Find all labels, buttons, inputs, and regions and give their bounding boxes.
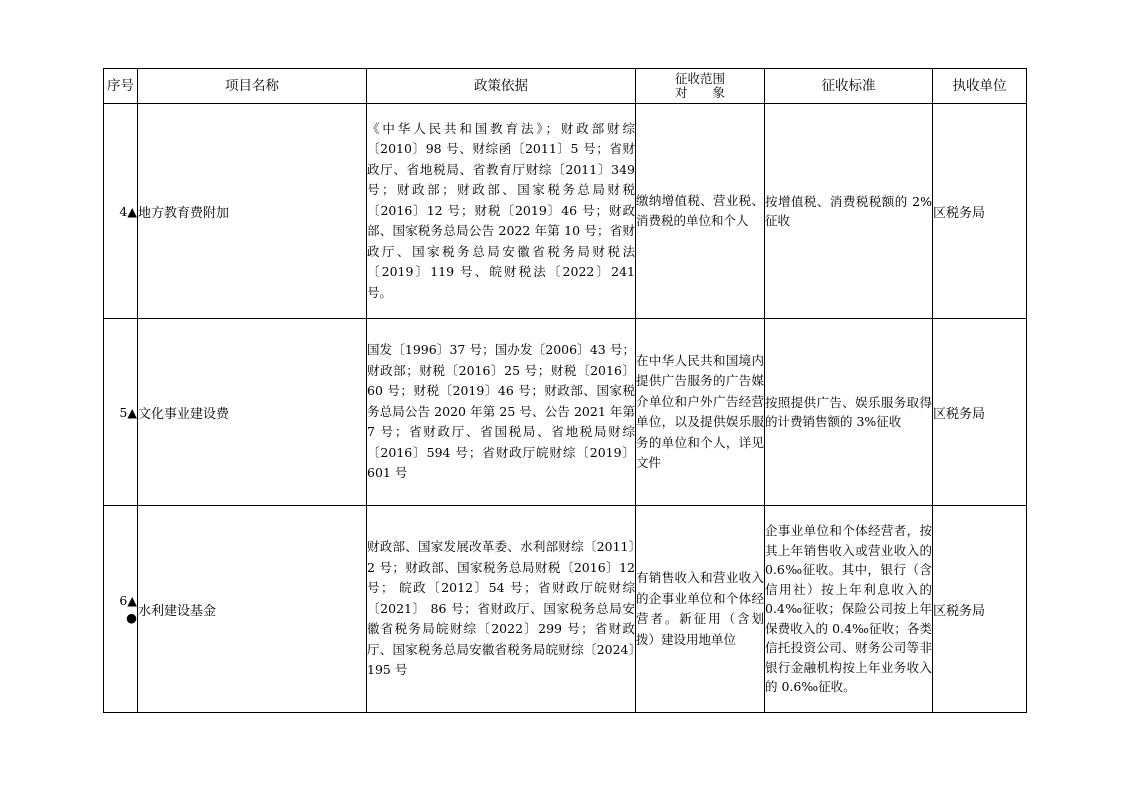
row-index-cell [104,506,138,713]
triangle-mark-icon: ▲ [127,404,137,420]
row-index: 6 [119,593,128,608]
collection-scope: 缴纳增值税、营业税、消费税的单位和个人 [636,104,765,319]
header-unit: 执收单位 [933,69,1027,104]
collection-standard: 按照提供广告、娱乐服务取得的计费销售额的 3%征收 [765,319,933,506]
collection-standard: 按增值税、消费税税额的 2%征收 [765,104,933,319]
row-index-cell [104,319,138,506]
collection-scope: 在中华人民共和国境内提供广告服务的广告媒介单位和户外广告经营单位，以及提供娱乐服务的单位和个人，详见文件 [636,319,765,506]
item-name: 文化事业建设费 [138,319,367,506]
item-name: 水利建设基金 [138,506,367,713]
header-standard: 征收标准 [765,69,933,104]
row-index: 5 [119,404,128,420]
fee-table [103,68,1027,713]
table-row [104,104,1027,319]
collection-standard: 企事业单位和个体经营者，按其上年销售收入或营业收入的 0.6‰征收。其中，银行（含信用社）按上年利息收入的 0.4‰征收；保险公司按上年保费收入的 0.4‰征收；各类信托投资公司、财务公司等非银行金融机构按上年业务收入的 0.6‰征收。 [765,506,933,713]
table-header-row [104,69,1027,104]
header-index: 序号 [104,69,138,104]
circle-mark-icon: ● [126,610,137,625]
header-scope-line2: 对 象 [674,85,725,100]
header-scope [636,69,765,104]
item-name: 地方教育费附加 [138,104,367,319]
collecting-unit: 区税务局 [933,104,1027,319]
policy-basis: 《中华人民共和国教育法》；财政部财综〔2010〕98 号、财综函〔2011〕5 号；省财政厅、省地税局、省教育厅财综〔2011〕349 号；财政部；财政部、国家税务总局财税〔2016〕12 号；财税〔2019〕46 号；财政部、国家税务总局公告 2022 年第 10 号；省财政厅、国家税务总局安徽省税务局财税法〔2019〕119 号、皖财税法〔2022〕241 号。 [367,104,636,319]
collecting-unit: 区税务局 [933,319,1027,506]
triangle-mark-icon: ▲ [127,593,137,608]
table-row [104,319,1027,506]
policy-basis: 国发〔1996〕37 号；国办发〔2006〕43 号；财政部；财税〔2016〕25 号；财税〔2016〕60 号；财税〔2019〕46 号；财政部、国家税务总局公告 2020 年第 25 号、公告 2021 年第 7 号；省财政厅、省国税局、省地税局财综〔2016〕594 号；省财政厅皖财综〔2019〕601 号 [367,319,636,506]
row-index: 4 [119,203,128,219]
header-scope-line1: 征收范围 [674,71,725,86]
header-name: 项目名称 [138,69,367,104]
collecting-unit: 区税务局 [933,506,1027,713]
triangle-mark-icon: ▲ [127,203,137,219]
table-row [104,506,1027,713]
collection-scope: 有销售收入和营业收入的企事业单位和个体经营者。新征用（含划拨）建设用地单位 [636,506,765,713]
row-index-cell [104,104,138,319]
header-basis: 政策依据 [367,69,636,104]
policy-basis: 财政部、国家发展改革委、水利部财综〔2011〕2 号；财政部、国家税务总局财税〔2016〕12 号； 皖政〔2012〕54 号；省财政厅皖财综〔2021〕 86 号；省财政厅、国家税务总局安徽省税务局皖财综〔2022〕299 号；省财政厅、国家税务总局安徽省税务局皖财综〔2024〕195 号 [367,506,636,713]
